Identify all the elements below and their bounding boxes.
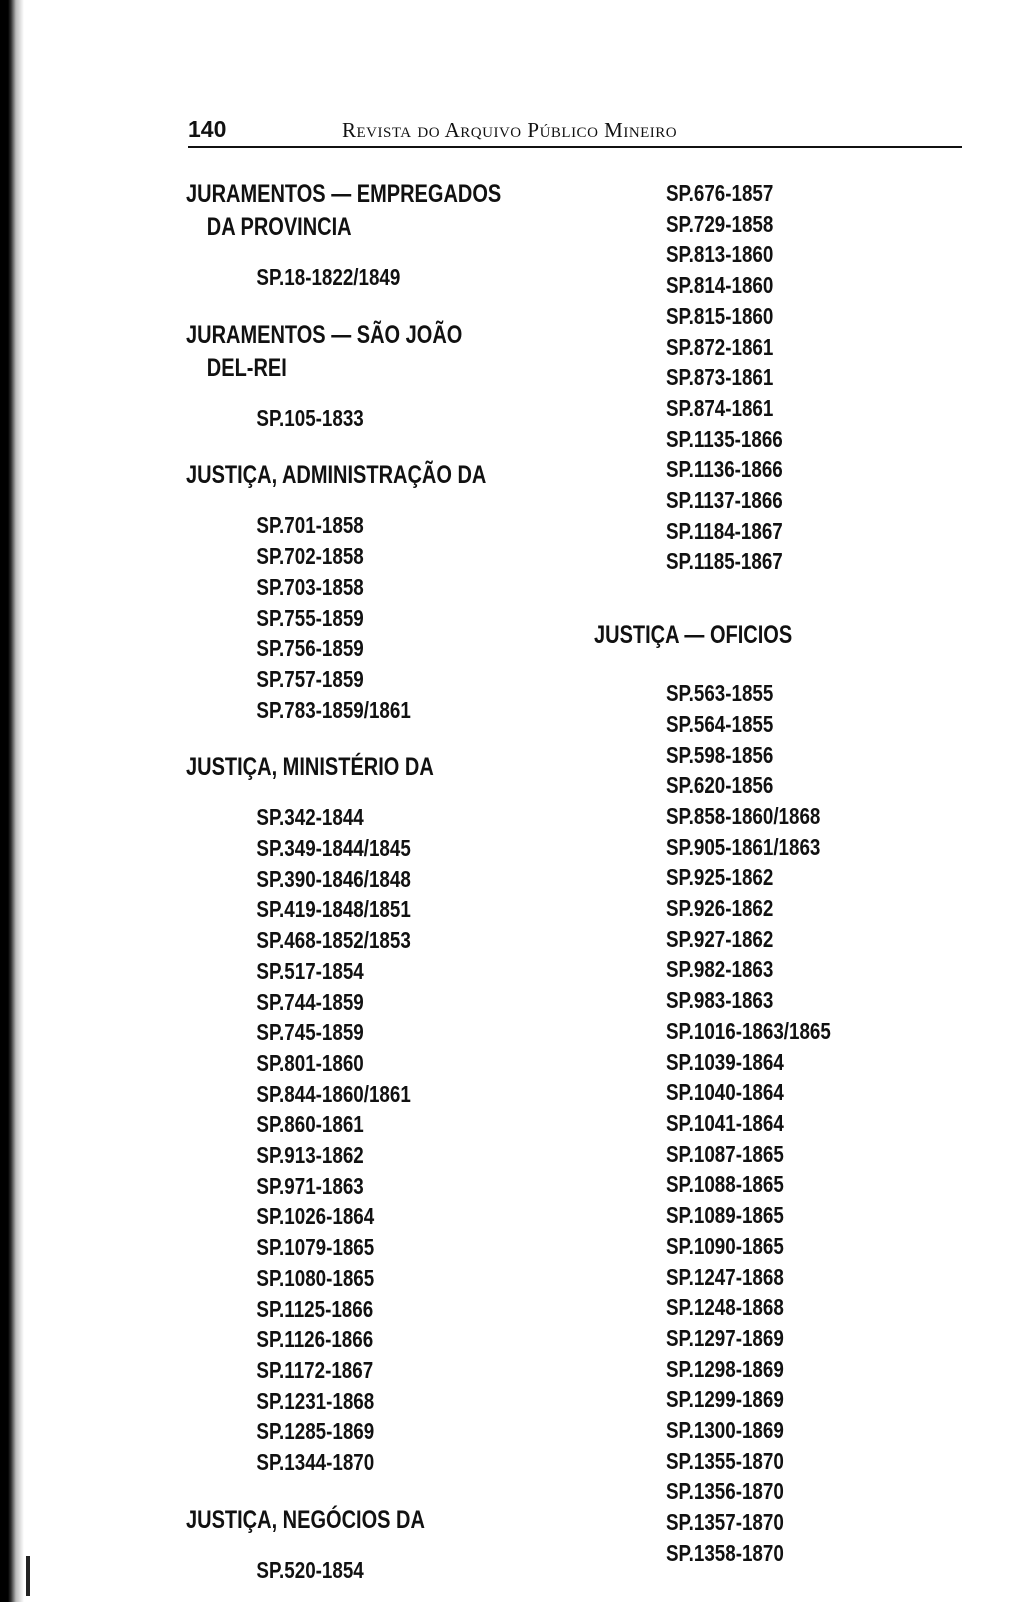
right-column [594, 178, 970, 1569]
section-heading: JUSTIÇA, NEGÓCIOS DA [186, 1505, 425, 1534]
entry: SP.468-1852/1853 [256, 927, 411, 954]
entry: SP.874-1861 [666, 394, 774, 421]
entry: SP.926-1862 [666, 895, 774, 922]
entry: SP.983-1863 [666, 987, 774, 1014]
entry: SP.858-1860/1868 [666, 802, 821, 829]
entry: SP.729-1858 [666, 210, 774, 237]
running-title: Revista do Arquivo Público Mineiro [342, 118, 678, 142]
entry: SP.1231-1868 [256, 1387, 375, 1414]
entry: SP.756-1859 [256, 635, 364, 662]
entry: SP.1285-1869 [256, 1418, 375, 1445]
entry: SP.1026-1864 [256, 1203, 375, 1230]
entry: SP.1136-1866 [666, 456, 783, 483]
left-column [186, 178, 562, 1586]
entry: SP.1172-1867 [256, 1356, 374, 1383]
entry: SP.105-1833 [256, 404, 364, 431]
entry: SP.1344-1870 [256, 1449, 375, 1476]
entry: SP.873-1861 [666, 364, 774, 391]
entry: SP.342-1844 [256, 804, 364, 831]
entry: SP.598-1856 [666, 741, 774, 768]
entry: SP.971-1863 [256, 1172, 364, 1199]
section-heading: JUSTIÇA, MINISTÉRIO DA [186, 753, 434, 782]
entry: SP.1357-1870 [666, 1509, 784, 1536]
entry: SP.925-1862 [666, 864, 774, 891]
entry: SP.701-1858 [256, 512, 364, 539]
entry: SP.813-1860 [666, 241, 774, 268]
entry: SP.757-1859 [256, 665, 364, 692]
entry: SP.860-1861 [256, 1111, 364, 1138]
section-heading: JURAMENTOS — EMPREGADOS DA PROVINCIA [186, 180, 502, 241]
entry: SP.913-1862 [256, 1142, 364, 1169]
entry: SP.517-1854 [256, 957, 364, 984]
entry: SP.815-1860 [666, 302, 774, 329]
entry: SP.702-1858 [256, 543, 364, 570]
entry: SP.1041-1864 [666, 1109, 784, 1136]
entry: SP.620-1856 [666, 772, 774, 799]
entry: SP.755-1859 [256, 604, 364, 631]
entry-list [186, 403, 562, 434]
entry: SP.814-1860 [666, 272, 774, 299]
entry: SP.1358-1870 [666, 1539, 784, 1566]
entry: SP.1016-1863/1865 [666, 1017, 831, 1044]
entry: SP.1298-1869 [666, 1355, 784, 1382]
entry: SP.18-1822/1849 [256, 264, 401, 290]
entry: SP.1090-1865 [666, 1232, 784, 1259]
section-heading: JUSTIÇA — OFICIOS [594, 621, 793, 650]
entry: SP.349-1844/1845 [256, 835, 411, 862]
entry: SP.1125-1866 [256, 1295, 374, 1322]
entry: SP.520-1854 [256, 1556, 364, 1583]
entry: SP.1355-1870 [666, 1447, 784, 1474]
entry-list [186, 802, 562, 1477]
entry: SP.801-1860 [256, 1049, 364, 1076]
section-heading: JURAMENTOS — SÃO JOÃO DEL-REI [186, 320, 463, 382]
entry: SP.1184-1867 [666, 517, 783, 544]
entry: SP.1185-1867 [666, 548, 783, 575]
entry: SP.1080-1865 [256, 1264, 375, 1291]
entry-list [186, 510, 562, 725]
entry: SP.1300-1869 [666, 1417, 784, 1444]
entry: SP.744-1859 [256, 988, 364, 1015]
entry-list [186, 1555, 562, 1586]
entry: SP.927-1862 [666, 925, 774, 952]
entry: SP.1299-1869 [666, 1386, 784, 1413]
entry: SP.1248-1868 [666, 1294, 784, 1321]
entry: SP.703-1858 [256, 573, 364, 600]
entry: SP.419-1848/1851 [256, 896, 411, 923]
entry: SP.1137-1866 [666, 487, 783, 514]
scan-binding-edge [0, 0, 24, 1602]
entry-list [186, 262, 562, 293]
entry: SP.844-1860/1861 [256, 1080, 411, 1107]
entry: SP.1135-1866 [666, 425, 783, 452]
entry: SP.783-1859/1861 [256, 696, 411, 723]
entry: SP.1087-1865 [666, 1140, 784, 1167]
entry: SP.1297-1869 [666, 1324, 784, 1351]
entry: SP.745-1859 [256, 1019, 364, 1046]
entry: SP.564-1855 [666, 710, 774, 737]
entry: SP.905-1861/1863 [666, 833, 821, 860]
entry: SP.1247-1868 [666, 1263, 784, 1290]
scan-binding-mark [26, 1556, 30, 1596]
running-header [188, 116, 962, 148]
entry: SP.1039-1864 [666, 1048, 784, 1075]
entry: SP.1079-1865 [256, 1234, 375, 1261]
entry: SP.1356-1870 [666, 1478, 784, 1505]
entry: SP.1089-1865 [666, 1202, 784, 1229]
entry: SP.563-1855 [666, 680, 774, 707]
entry-list [594, 678, 970, 1568]
entry: SP.1040-1864 [666, 1079, 784, 1106]
section-heading: JUSTIÇA, ADMINISTRAÇÃO DA [186, 461, 487, 490]
page-number: 140 [188, 116, 227, 142]
entry-list-continued [594, 178, 970, 577]
entry: SP.1126-1866 [256, 1326, 374, 1353]
entry: SP.676-1857 [666, 180, 774, 206]
entry: SP.390-1846/1848 [256, 865, 411, 892]
entry: SP.982-1863 [666, 956, 774, 983]
entry: SP.1088-1865 [666, 1171, 784, 1198]
entry: SP.872-1861 [666, 333, 774, 360]
